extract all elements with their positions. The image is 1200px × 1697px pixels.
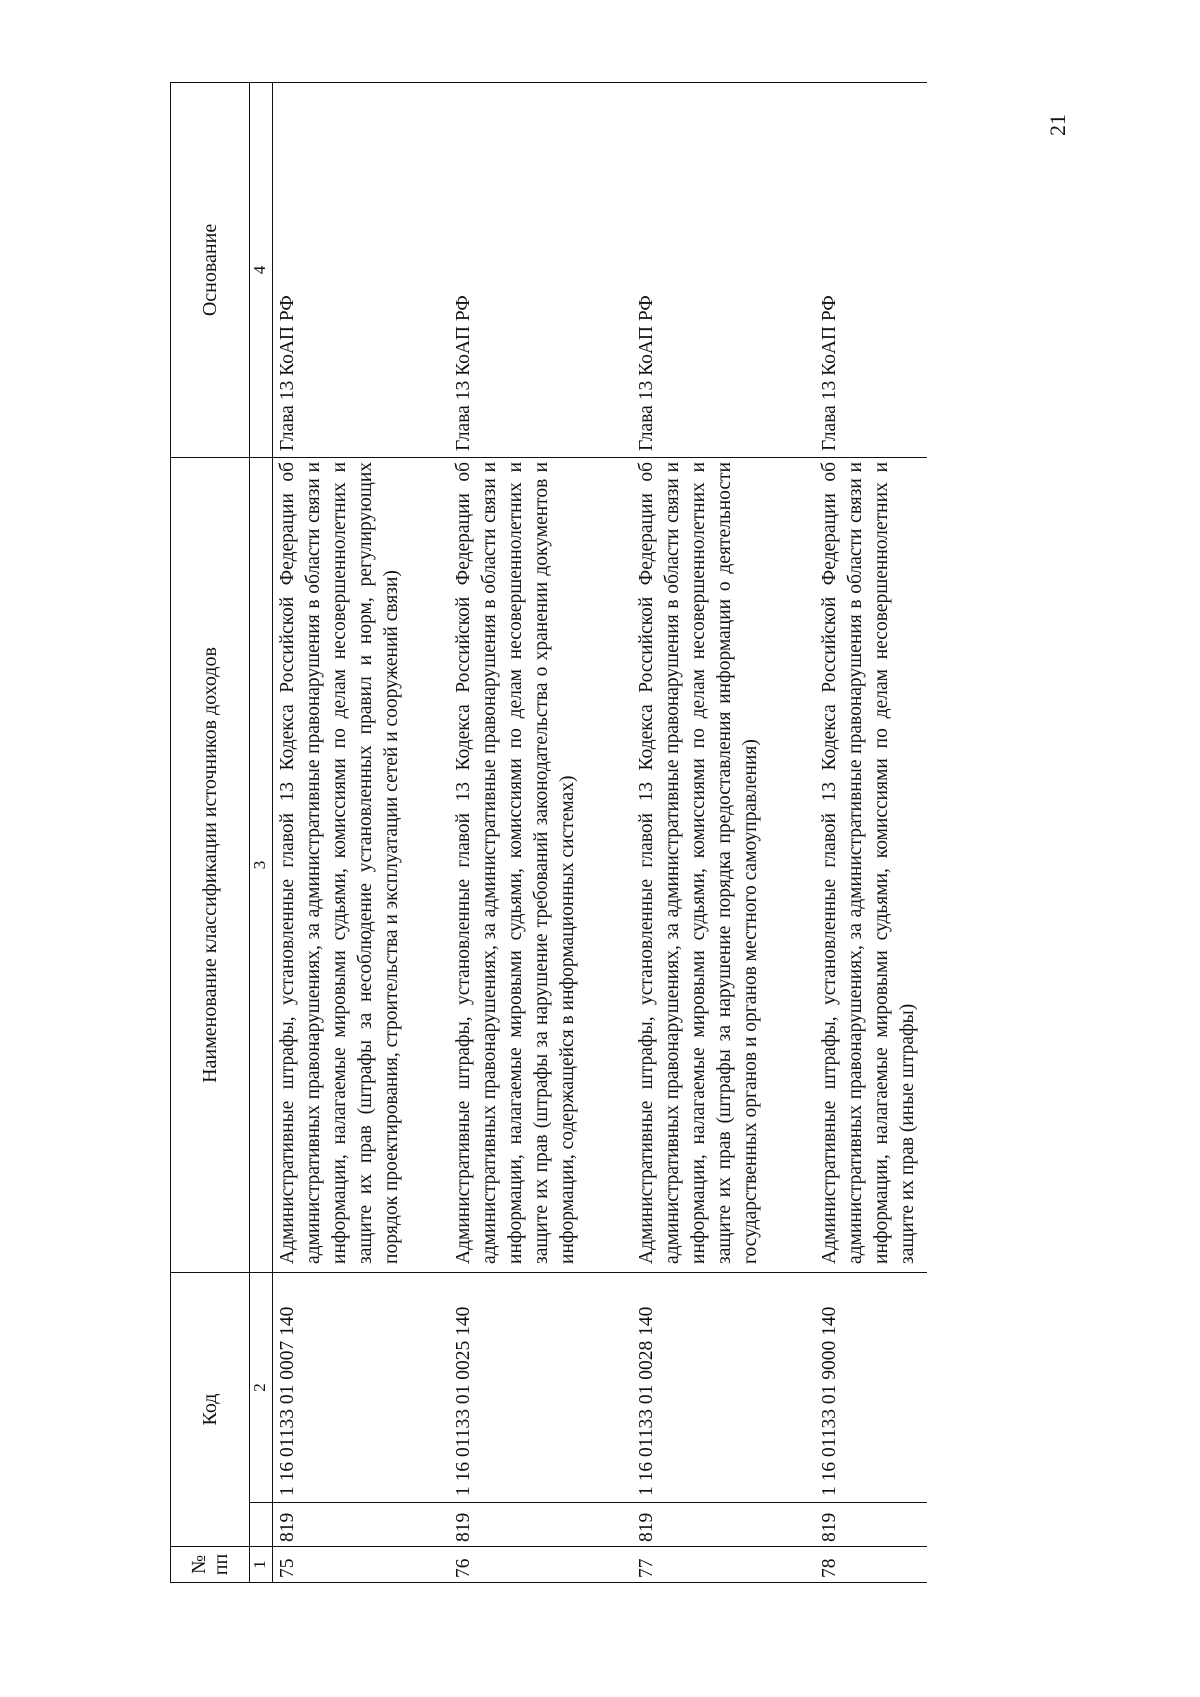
rotated-page-content — [170, 83, 918, 1583]
row-name: Административные штрафы, установленные главой 13 Кодекса Российской Федерации об административных правонарушениях, за административные правонарушения в области связи и информации, налагаемые мировыми судьями, комиссиями по делам несовершеннолетних и защите их прав (иные штрафы) — [815, 457, 927, 1272]
header-name-text: Наименование классификации источников доходов — [199, 647, 221, 1083]
header-name — [171, 457, 250, 1272]
header-code — [171, 1272, 250, 1546]
table-row — [815, 82, 927, 1582]
row-admin-code: 819 — [273, 1503, 450, 1547]
row-code: 1 16 01133 01 0007 140 — [273, 1272, 450, 1502]
column-number-blank — [250, 1503, 273, 1547]
row-name: Административные штрафы, установленные главой 13 Кодекса Российской Федерации об административных правонарушениях, за административные правонарушения в области связи и информации, налагаемые мировыми судьями, комиссиями по делам несовершеннолетних и защите их прав (штрафы за нарушение требований законодательства о хранении документов и информации, содержащейся в информационных системах) — [449, 457, 632, 1272]
row-number: 77 — [632, 1547, 815, 1583]
header-basis-text: Основание — [199, 223, 221, 317]
column-number-4: 4 — [250, 82, 273, 457]
row-basis: Глава 13 КоАП РФ — [632, 82, 815, 457]
row-code: 1 16 01133 01 9000 140 — [815, 1272, 927, 1502]
table-row — [273, 82, 450, 1582]
row-name: Административные штрафы, установленные главой 13 Кодекса Российской Федерации об административных правонарушениях, за административные правонарушения в области связи и информации, налагаемые мировыми судьями, комиссиями по делам несовершеннолетних и защите их прав (штрафы за нарушение порядка предоставления информации о деятельности государственных органов и органов местного самоуправления) — [632, 457, 815, 1272]
row-admin-code: 819 — [815, 1503, 927, 1547]
row-number: 76 — [449, 1547, 632, 1583]
header-number-text: № пп — [188, 1553, 232, 1576]
column-number-2: 2 — [250, 1272, 273, 1502]
row-admin-code: 819 — [632, 1503, 815, 1547]
row-basis: Глава 13 КоАП РФ — [815, 82, 927, 457]
revenue-classification-table — [170, 82, 927, 1583]
column-number-3: 3 — [250, 457, 273, 1272]
column-number-1: 1 — [250, 1547, 273, 1583]
header-number — [171, 1547, 250, 1583]
header-basis — [171, 82, 250, 457]
row-code: 1 16 01133 01 0025 140 — [449, 1272, 632, 1502]
table-row — [449, 82, 632, 1582]
row-number: 78 — [815, 1547, 927, 1583]
row-code: 1 16 01133 01 0028 140 — [632, 1272, 815, 1502]
row-admin-code: 819 — [449, 1503, 632, 1547]
row-name: Административные штрафы, установленные главой 13 Кодекса Российской Федерации об административных правонарушениях, за административные правонарушения в области связи и информации, налагаемые мировыми судьями, комиссиями по делам несовершеннолетних и защите их прав (штрафы за несоблюдение установленных правил и норм, регулирующих порядок проектирования, строительства и эксплуатации сетей и сооружений связи) — [273, 457, 450, 1272]
row-number: 75 — [273, 1547, 450, 1583]
column-number-row — [250, 82, 273, 1582]
table-row — [632, 82, 815, 1582]
table-header-row — [171, 82, 250, 1582]
row-basis: Глава 13 КоАП РФ — [449, 82, 632, 457]
page-number: 21 — [1045, 114, 1070, 136]
header-code-text: Код — [199, 1393, 221, 1426]
row-basis: Глава 13 КоАП РФ — [273, 82, 450, 457]
